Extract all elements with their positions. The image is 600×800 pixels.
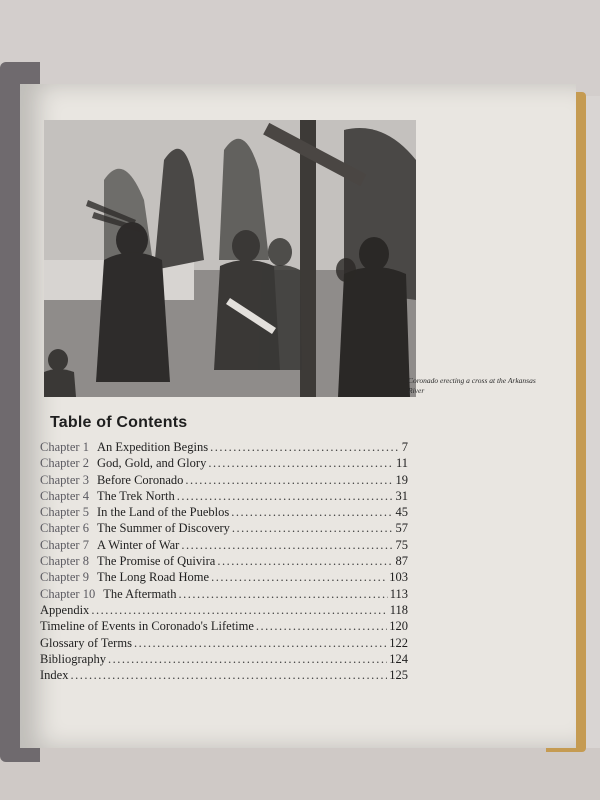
chapter-title: An Expedition Begins — [96, 440, 209, 454]
entry-title: Timeline of Events in Coronado's Lifetime — [40, 619, 254, 634]
toc-entry-chapter-10[interactable] — [40, 587, 408, 603]
table-surface-bottom — [0, 748, 600, 800]
chapter-label: Chapter 7 — [40, 537, 89, 552]
dot-leader — [232, 521, 394, 536]
chapter-title: The Promise of Quivira — [96, 554, 216, 569]
dot-leader — [134, 636, 387, 651]
entry-title: Bibliography — [40, 651, 106, 666]
page-number: 87 — [395, 554, 408, 569]
chapter-label: Chapter 3 — [40, 472, 89, 487]
toc-entry-timeline[interactable] — [40, 619, 408, 635]
chapter-title: God, Gold, and Glory — [96, 456, 207, 471]
chapter-label: Chapter 6 — [40, 521, 89, 536]
toc-entry-chapter-7[interactable] — [40, 538, 408, 554]
toc-entry-chapter-2[interactable] — [40, 456, 408, 472]
page-number: 125 — [389, 668, 408, 683]
page-number: 124 — [389, 651, 408, 666]
page-number: 118 — [389, 602, 408, 617]
chapter-title: A Winter of War — [96, 537, 180, 552]
toc-entry-chapter-6[interactable] — [40, 521, 408, 537]
toc-entry-chapter-9[interactable] — [40, 570, 408, 586]
toc-entry-chapter-1[interactable] — [40, 440, 408, 456]
dot-leader — [70, 668, 387, 683]
toc-entry-chapter-8[interactable] — [40, 554, 408, 570]
entry-title: Index — [40, 668, 69, 683]
toc-entry-index[interactable] — [40, 668, 408, 684]
dot-leader — [208, 456, 394, 471]
page-number: 31 — [395, 488, 408, 503]
page-number: 45 — [395, 505, 408, 520]
entry-title: Glossary of Terms — [40, 635, 132, 650]
table-surface-top — [0, 0, 600, 96]
page-number: 57 — [395, 521, 408, 536]
chapter-label: Chapter 4 — [40, 488, 89, 503]
entry-title: Appendix — [40, 602, 90, 617]
chapter-title: In the Land of the Pueblos — [96, 505, 230, 520]
chapter-title: The Summer of Discovery — [96, 521, 230, 536]
chapter-label: Chapter 5 — [40, 505, 89, 520]
chapter-title: Before Coronado — [96, 472, 184, 487]
toc-entry-chapter-4[interactable] — [40, 489, 408, 505]
toc-entry-chapter-5[interactable] — [40, 505, 408, 521]
page-number: 75 — [395, 537, 408, 552]
chapter-title: The Aftermath — [103, 586, 177, 601]
illustration-drawing — [44, 120, 416, 397]
toc-entry-bibliography[interactable] — [40, 652, 408, 668]
dot-leader — [178, 587, 387, 602]
book-page — [20, 84, 576, 748]
page-number: 19 — [395, 472, 408, 487]
page-number: 113 — [389, 586, 408, 601]
chapter-label: Chapter 10 — [40, 586, 96, 601]
page-number: 122 — [389, 635, 408, 650]
chapter-label: Chapter 9 — [40, 570, 89, 585]
page-number: 120 — [389, 619, 408, 634]
page-number: 7 — [401, 440, 408, 454]
dot-leader — [256, 619, 387, 634]
dot-leader — [185, 473, 393, 488]
dot-leader — [91, 603, 387, 618]
chapter-label: Chapter 1 — [40, 440, 89, 454]
illustration-caption: Coronado erecting a cross at the Arkansas River — [408, 376, 536, 395]
toc-entry-glossary[interactable] — [40, 636, 408, 652]
chapter-label: Chapter 8 — [40, 554, 89, 569]
page-number: 103 — [389, 570, 408, 585]
page-number: 11 — [395, 456, 408, 471]
toc-entry-chapter-3[interactable] — [40, 473, 408, 489]
dot-leader — [181, 538, 393, 553]
dot-leader — [108, 652, 387, 667]
toc-heading: Table of Contents — [50, 414, 188, 431]
illustration-coronado-cross — [44, 120, 416, 397]
toc-entry-appendix[interactable] — [40, 603, 408, 619]
chapter-label: Chapter 2 — [40, 456, 89, 471]
dot-leader — [210, 440, 400, 455]
dot-leader — [231, 505, 393, 520]
dot-leader — [217, 554, 393, 569]
dot-leader — [177, 489, 394, 504]
dot-leader — [211, 570, 387, 585]
chapter-title: The Long Road Home — [96, 570, 210, 585]
chapter-title: The Trek North — [96, 488, 175, 503]
table-of-contents — [40, 440, 408, 684]
